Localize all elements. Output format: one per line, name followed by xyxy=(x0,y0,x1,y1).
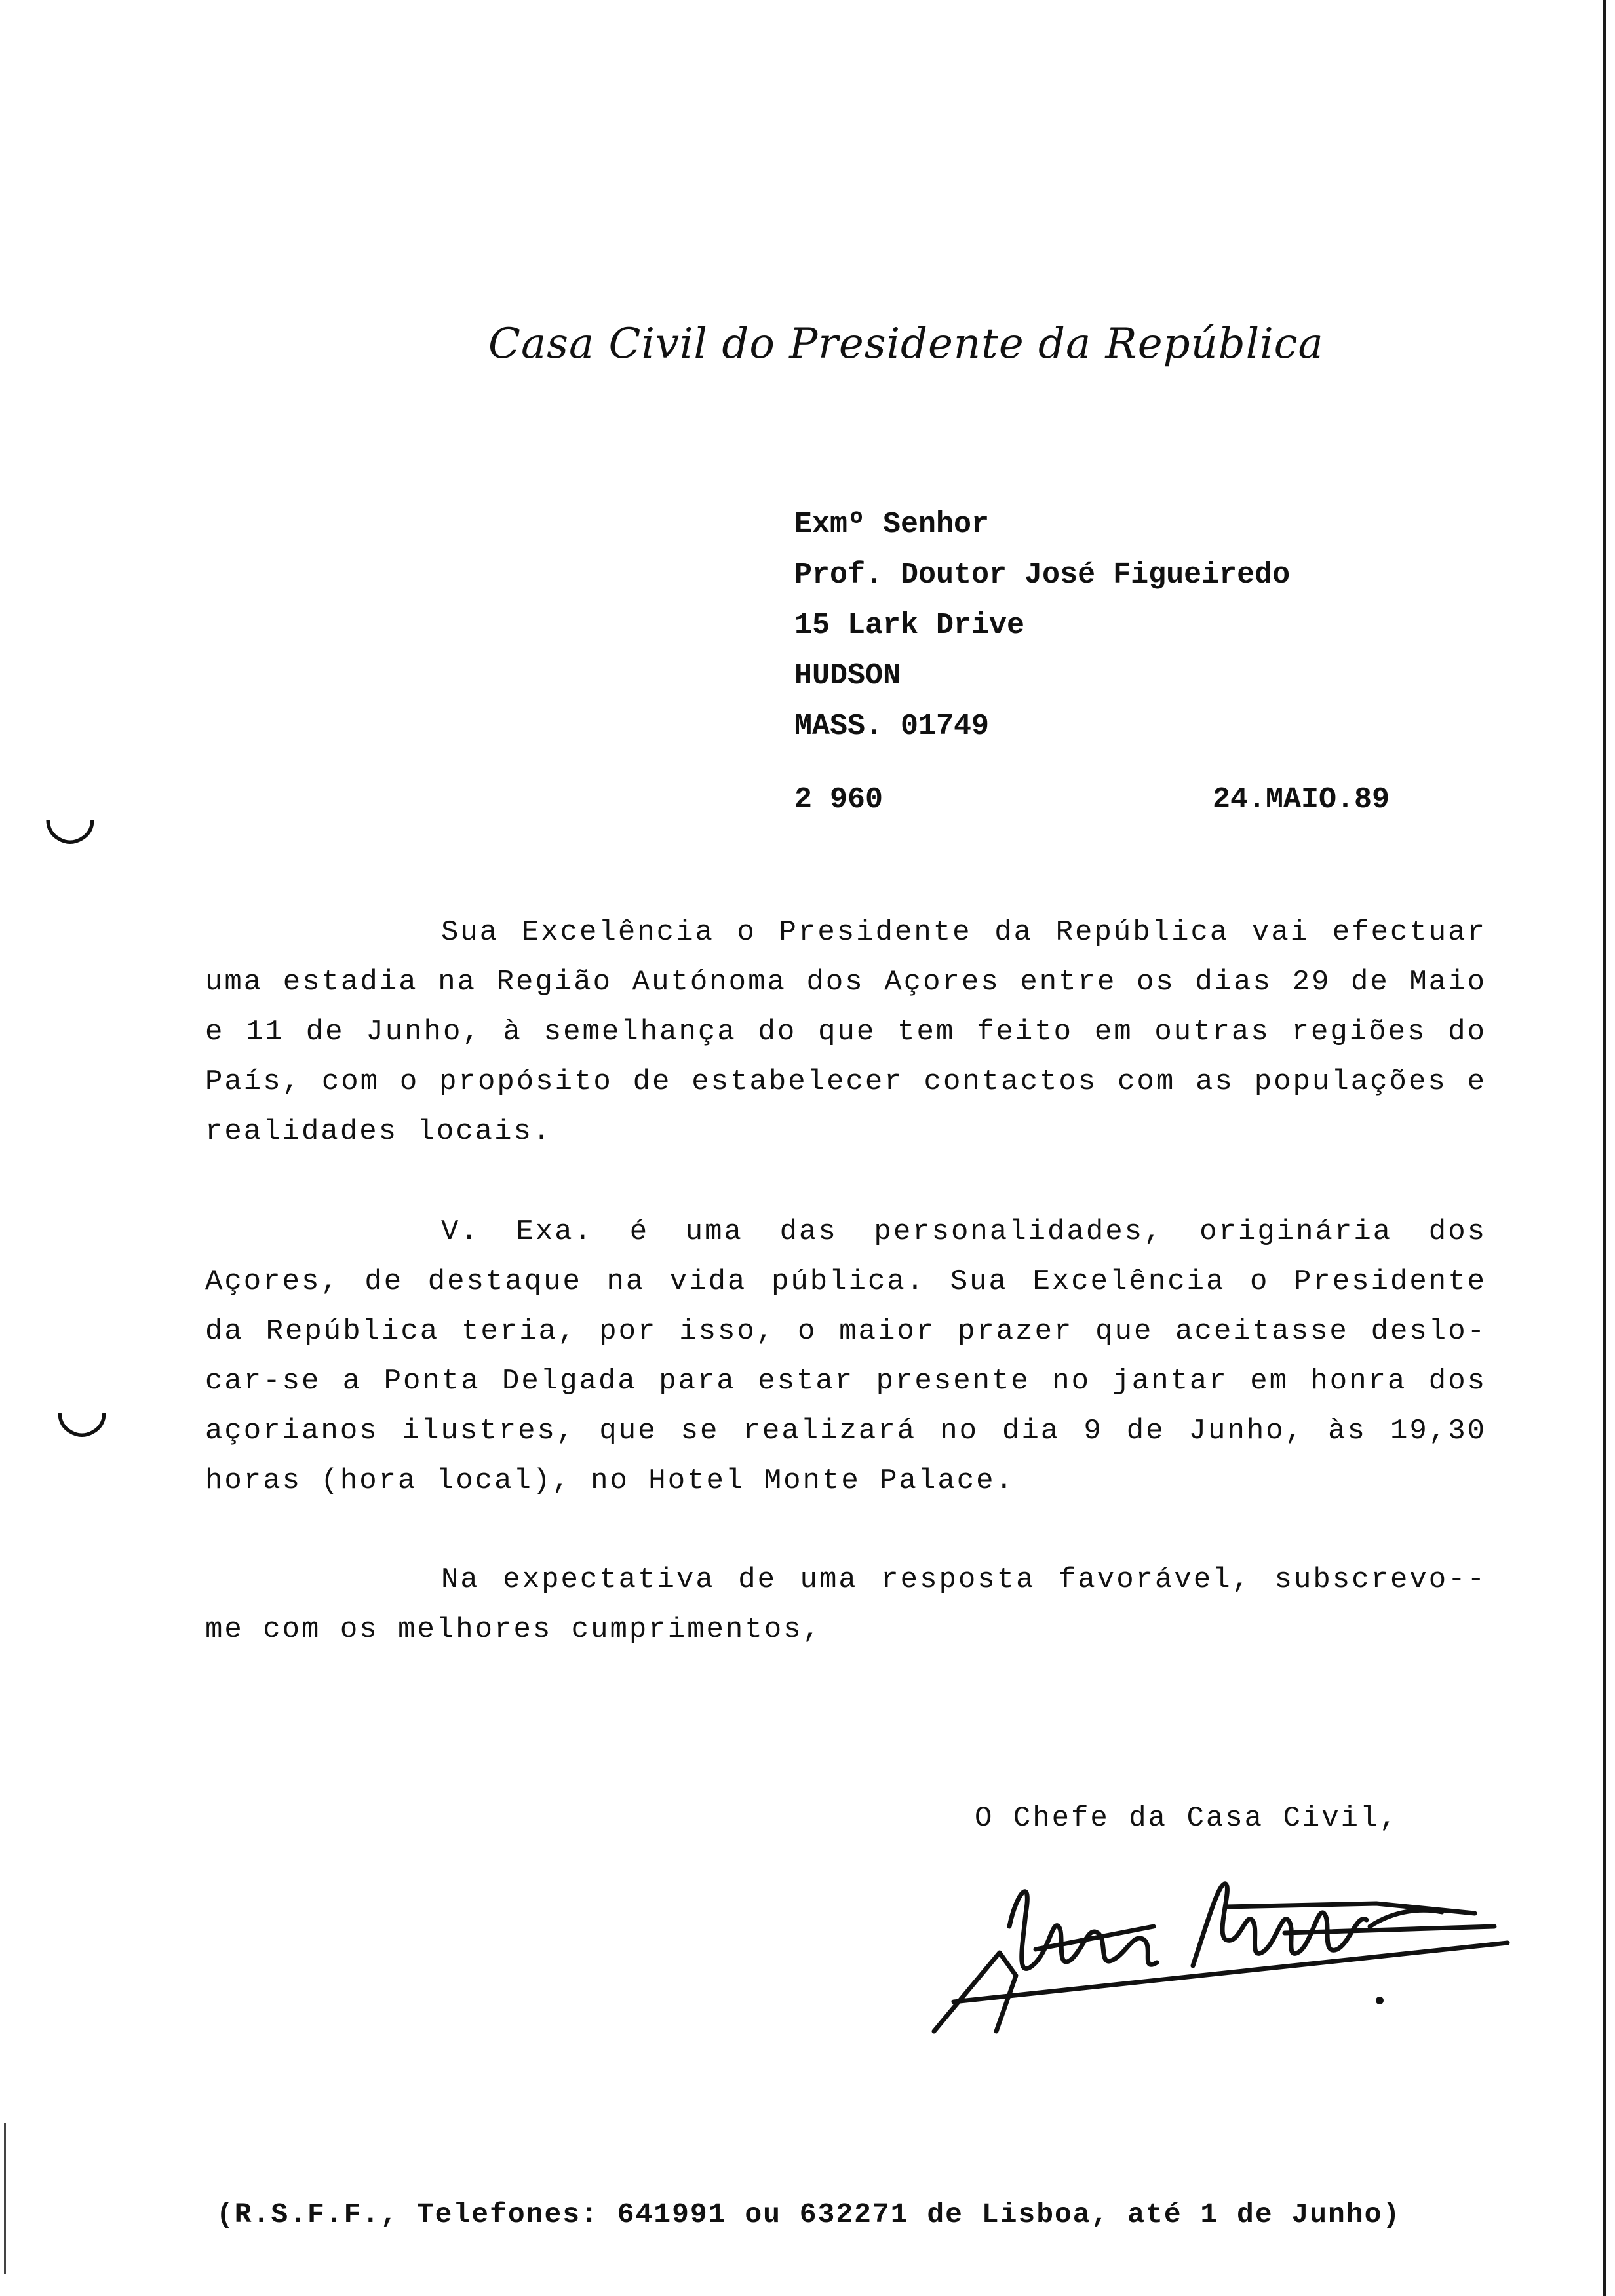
handwritten-signature xyxy=(918,1835,1521,2051)
body-paragraph-2: V. Exa. é uma das personalidades, originária dos Açores, de destaque na vida pública. Sua Excelência o Presidente da República teria, por isso, o maior prazer que aceitasse deslo-car-se a Ponta Delgada para estar presente no jantar em honra dos açorianos ilustres, que se realizará no dia 9 de Junho, às 19,30 horas (hora local), no Hotel Monte Palace. xyxy=(205,1215,1487,1497)
addressee-city: HUDSON xyxy=(794,659,901,693)
scan-edge-right xyxy=(1603,0,1606,2296)
addressee-name: Prof. Doutor José Figueiredo xyxy=(794,558,1291,592)
addressee-block xyxy=(794,499,1290,752)
closing-title: O Chefe da Casa Civil, xyxy=(975,1802,1399,1835)
punch-hole-mark-bottom: ◡ xyxy=(58,1371,106,1444)
addressee-street: 15 Lark Drive xyxy=(794,609,1025,642)
addressee-salutation: Exmº Senhor xyxy=(794,508,990,541)
body-paragraph-3: Na expectativa de uma resposta favorável, subscrevo--me com os melhores cumprimentos, xyxy=(205,1563,1487,1646)
letter-date: 24.MAIO.89 xyxy=(1213,783,1390,816)
addressee-state-zip: MASS. 01749 xyxy=(794,710,990,743)
letterhead-title: Casa Civil do Presidente da República xyxy=(488,320,1324,368)
reference-number: 2 960 xyxy=(794,783,884,816)
scan-edge-left xyxy=(4,2123,6,2274)
footer-note: (R.S.F.F., Telefones: 641991 ou 632271 de Lisboa, até 1 de Junho) xyxy=(216,2198,1401,2230)
punch-hole-mark-top: ◡ xyxy=(46,778,94,851)
body-paragraph-1: Sua Excelência o Presidente da República vai efectuar uma estadia na Região Autónoma dos Açores entre os dias 29 de Maio e 11 de Junho, à semelhança do que tem feito em outras regiões do País, com o propósito de estabelecer contactos com as populações e realidades locais. xyxy=(205,916,1487,1148)
